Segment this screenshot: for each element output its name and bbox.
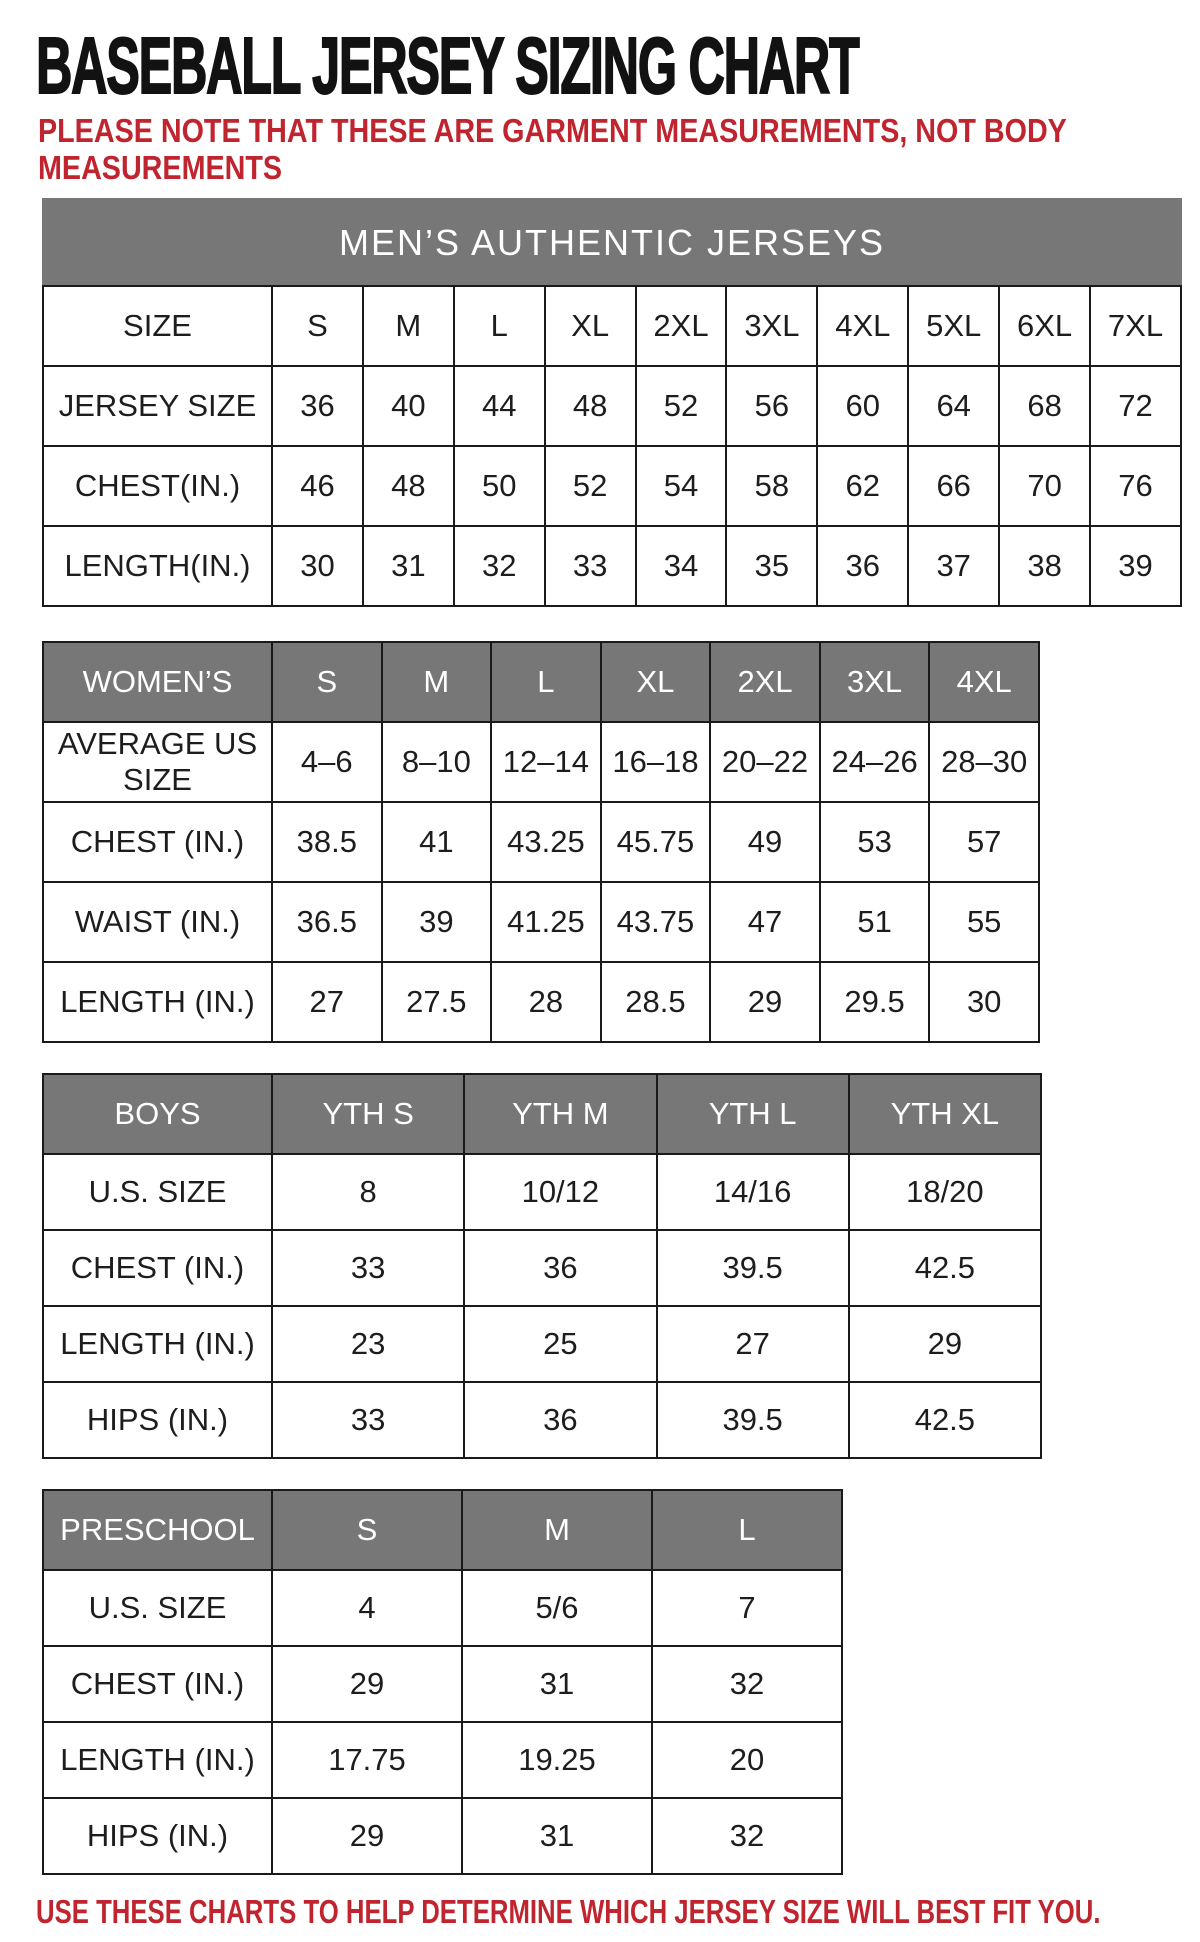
size-column-header: XL xyxy=(545,286,636,366)
measurement-value-cell: 31 xyxy=(462,1798,652,1874)
measurement-value-cell: 28–30 xyxy=(929,722,1039,802)
measurement-label-cell: WAIST (IN.) xyxy=(43,882,272,962)
table-row xyxy=(43,962,1039,1042)
table-category-cell: SIZE xyxy=(43,286,272,366)
measurement-value-cell: 50 xyxy=(454,446,545,526)
measurement-value-cell: 7 xyxy=(652,1570,842,1646)
size-column-header: YTH L xyxy=(657,1074,849,1154)
table-row xyxy=(43,1382,1041,1458)
measurement-value-cell: 43.25 xyxy=(491,802,601,882)
measurement-label-cell: HIPS (IN.) xyxy=(43,1382,272,1458)
measurement-value-cell: 27.5 xyxy=(382,962,492,1042)
measurement-value-cell: 25 xyxy=(464,1306,656,1382)
page-title: BASEBALL JERSEY SIZING CHART xyxy=(36,21,859,110)
measurement-value-cell: 8 xyxy=(272,1154,464,1230)
measurement-value-cell: 5/6 xyxy=(462,1570,652,1646)
measurement-value-cell: 32 xyxy=(652,1798,842,1874)
table-row xyxy=(43,802,1039,882)
boys-sizing-table xyxy=(42,1073,1042,1459)
measurement-value-cell: 28 xyxy=(491,962,601,1042)
measurement-label-cell: U.S. SIZE xyxy=(43,1154,272,1230)
measurement-value-cell: 36 xyxy=(464,1230,656,1306)
header-row xyxy=(43,1074,1041,1154)
measurement-value-cell: 38.5 xyxy=(272,802,382,882)
measurement-label-cell: JERSEY SIZE xyxy=(43,366,272,446)
table-category-cell: WOMEN’S xyxy=(43,642,272,722)
measurement-value-cell: 27 xyxy=(657,1306,849,1382)
measurement-value-cell: 72 xyxy=(1090,366,1181,446)
measurement-value-cell: 39 xyxy=(1090,526,1181,606)
measurement-value-cell: 10/12 xyxy=(464,1154,656,1230)
measurement-value-cell: 29 xyxy=(272,1798,462,1874)
size-column-header: 7XL xyxy=(1090,286,1181,366)
measurement-value-cell: 44 xyxy=(454,366,545,446)
table-category-cell: BOYS xyxy=(43,1074,272,1154)
measurement-value-cell: 53 xyxy=(820,802,930,882)
measurement-label-cell: LENGTH (IN.) xyxy=(43,962,272,1042)
measurement-value-cell: 42.5 xyxy=(849,1230,1041,1306)
measurement-value-cell: 58 xyxy=(726,446,817,526)
measurement-value-cell: 39.5 xyxy=(657,1230,849,1306)
size-column-header: XL xyxy=(601,642,711,722)
size-column-header: 2XL xyxy=(710,642,820,722)
measurement-value-cell: 36 xyxy=(817,526,908,606)
measurement-value-cell: 66 xyxy=(908,446,999,526)
measurement-label-cell: LENGTH (IN.) xyxy=(43,1306,272,1382)
measurement-value-cell: 34 xyxy=(636,526,727,606)
measurement-value-cell: 38 xyxy=(999,526,1090,606)
measurement-value-cell: 29 xyxy=(272,1646,462,1722)
measurement-value-cell: 49 xyxy=(710,802,820,882)
measurement-value-cell: 45.75 xyxy=(601,802,711,882)
measurement-value-cell: 30 xyxy=(272,526,363,606)
measurement-value-cell: 36.5 xyxy=(272,882,382,962)
header-row xyxy=(43,286,1181,366)
measurement-value-cell: 52 xyxy=(545,446,636,526)
measurement-value-cell: 16–18 xyxy=(601,722,711,802)
size-column-header: YTH M xyxy=(464,1074,656,1154)
header-row xyxy=(43,1490,842,1570)
measurement-value-cell: 8–10 xyxy=(382,722,492,802)
measurement-value-cell: 41 xyxy=(382,802,492,882)
table-row xyxy=(43,1306,1041,1382)
size-column-header: 4XL xyxy=(817,286,908,366)
size-column-header: L xyxy=(491,642,601,722)
measurement-label-cell: CHEST (IN.) xyxy=(43,1646,272,1722)
measurement-value-cell: 20 xyxy=(652,1722,842,1798)
size-column-header: 6XL xyxy=(999,286,1090,366)
measurement-value-cell: 14/16 xyxy=(657,1154,849,1230)
measurement-value-cell: 51 xyxy=(820,882,930,962)
measurement-value-cell: 33 xyxy=(545,526,636,606)
table-row xyxy=(43,1154,1041,1230)
measurement-value-cell: 19.25 xyxy=(462,1722,652,1798)
measurement-value-cell: 31 xyxy=(462,1646,652,1722)
measurement-value-cell: 31 xyxy=(363,526,454,606)
measurement-value-cell: 42.5 xyxy=(849,1382,1041,1458)
measurement-value-cell: 40 xyxy=(363,366,454,446)
garment-measurements-note: PLEASE NOTE THAT THESE ARE GARMENT MEASUREMENTS, NOT BODY MEASUREMENTS xyxy=(38,112,1067,186)
table-row xyxy=(43,366,1181,446)
measurement-value-cell: 62 xyxy=(817,446,908,526)
measurement-value-cell: 41.25 xyxy=(491,882,601,962)
size-column-header: 2XL xyxy=(636,286,727,366)
size-column-header: S xyxy=(272,642,382,722)
measurement-label-cell: LENGTH(IN.) xyxy=(43,526,272,606)
size-column-header: M xyxy=(382,642,492,722)
table-row xyxy=(43,1722,842,1798)
mens-banner-label: MEN’S AUTHENTIC JERSEYS xyxy=(338,222,886,263)
size-column-header: 3XL xyxy=(820,642,930,722)
measurement-label-cell: CHEST(IN.) xyxy=(43,446,272,526)
measurement-value-cell: 20–22 xyxy=(710,722,820,802)
measurement-value-cell: 70 xyxy=(999,446,1090,526)
size-column-header: YTH XL xyxy=(849,1074,1041,1154)
measurement-value-cell: 12–14 xyxy=(491,722,601,802)
measurement-label-cell: AVERAGE US SIZE xyxy=(43,722,272,802)
size-column-header: S xyxy=(272,286,363,366)
table-row xyxy=(43,446,1181,526)
measurement-value-cell: 29.5 xyxy=(820,962,930,1042)
measurement-label-cell: CHEST (IN.) xyxy=(43,802,272,882)
mens-authentic-jerseys-banner xyxy=(42,198,1182,285)
size-column-header: L xyxy=(454,286,545,366)
table-row xyxy=(43,526,1181,606)
measurement-value-cell: 76 xyxy=(1090,446,1181,526)
measurement-value-cell: 37 xyxy=(908,526,999,606)
mens-sizing-table xyxy=(42,285,1182,607)
size-column-header: YTH S xyxy=(272,1074,464,1154)
preschool-sizing-table xyxy=(42,1489,843,1875)
measurement-value-cell: 39 xyxy=(382,882,492,962)
measurement-value-cell: 24–26 xyxy=(820,722,930,802)
measurement-value-cell: 47 xyxy=(710,882,820,962)
measurement-value-cell: 29 xyxy=(849,1306,1041,1382)
size-column-header: 4XL xyxy=(929,642,1039,722)
measurement-value-cell: 33 xyxy=(272,1382,464,1458)
size-column-header: 5XL xyxy=(908,286,999,366)
measurement-value-cell: 29 xyxy=(710,962,820,1042)
measurement-value-cell: 55 xyxy=(929,882,1039,962)
measurement-value-cell: 48 xyxy=(545,366,636,446)
measurement-value-cell: 30 xyxy=(929,962,1039,1042)
measurement-label-cell: U.S. SIZE xyxy=(43,1570,272,1646)
measurement-value-cell: 4 xyxy=(272,1570,462,1646)
measurement-value-cell: 56 xyxy=(726,366,817,446)
measurement-value-cell: 32 xyxy=(454,526,545,606)
measurement-value-cell: 18/20 xyxy=(849,1154,1041,1230)
measurement-value-cell: 35 xyxy=(726,526,817,606)
measurement-value-cell: 43.75 xyxy=(601,882,711,962)
size-column-header: L xyxy=(652,1490,842,1570)
footer-text: USE THESE CHARTS TO HELP DETERMINE WHICH JERSEY SIZE WILL BEST FIT YOU. xyxy=(36,1893,1101,1930)
measurement-value-cell: 36 xyxy=(272,366,363,446)
measurement-value-cell: 68 xyxy=(999,366,1090,446)
table-row xyxy=(43,1230,1041,1306)
table-row xyxy=(43,1798,842,1874)
measurement-value-cell: 57 xyxy=(929,802,1039,882)
measurement-label-cell: CHEST (IN.) xyxy=(43,1230,272,1306)
table-row xyxy=(43,722,1039,802)
womens-sizing-table xyxy=(42,641,1040,1043)
size-column-header: 3XL xyxy=(726,286,817,366)
table-row xyxy=(43,882,1039,962)
table-category-cell: PRESCHOOL xyxy=(43,1490,272,1570)
measurement-value-cell: 4–6 xyxy=(272,722,382,802)
measurement-label-cell: HIPS (IN.) xyxy=(43,1798,272,1874)
header-row xyxy=(43,642,1039,722)
size-column-header: M xyxy=(363,286,454,366)
measurement-value-cell: 17.75 xyxy=(272,1722,462,1798)
measurement-value-cell: 54 xyxy=(636,446,727,526)
measurement-value-cell: 28.5 xyxy=(601,962,711,1042)
size-column-header: M xyxy=(462,1490,652,1570)
measurement-value-cell: 60 xyxy=(817,366,908,446)
measurement-value-cell: 39.5 xyxy=(657,1382,849,1458)
measurement-value-cell: 27 xyxy=(272,962,382,1042)
measurement-value-cell: 32 xyxy=(652,1646,842,1722)
measurement-value-cell: 46 xyxy=(272,446,363,526)
measurement-value-cell: 64 xyxy=(908,366,999,446)
measurement-value-cell: 23 xyxy=(272,1306,464,1382)
measurement-label-cell: LENGTH (IN.) xyxy=(43,1722,272,1798)
measurement-value-cell: 52 xyxy=(636,366,727,446)
measurement-value-cell: 48 xyxy=(363,446,454,526)
table-row xyxy=(43,1646,842,1722)
table-row xyxy=(43,1570,842,1646)
measurement-value-cell: 36 xyxy=(464,1382,656,1458)
measurement-value-cell: 33 xyxy=(272,1230,464,1306)
size-column-header: S xyxy=(272,1490,462,1570)
